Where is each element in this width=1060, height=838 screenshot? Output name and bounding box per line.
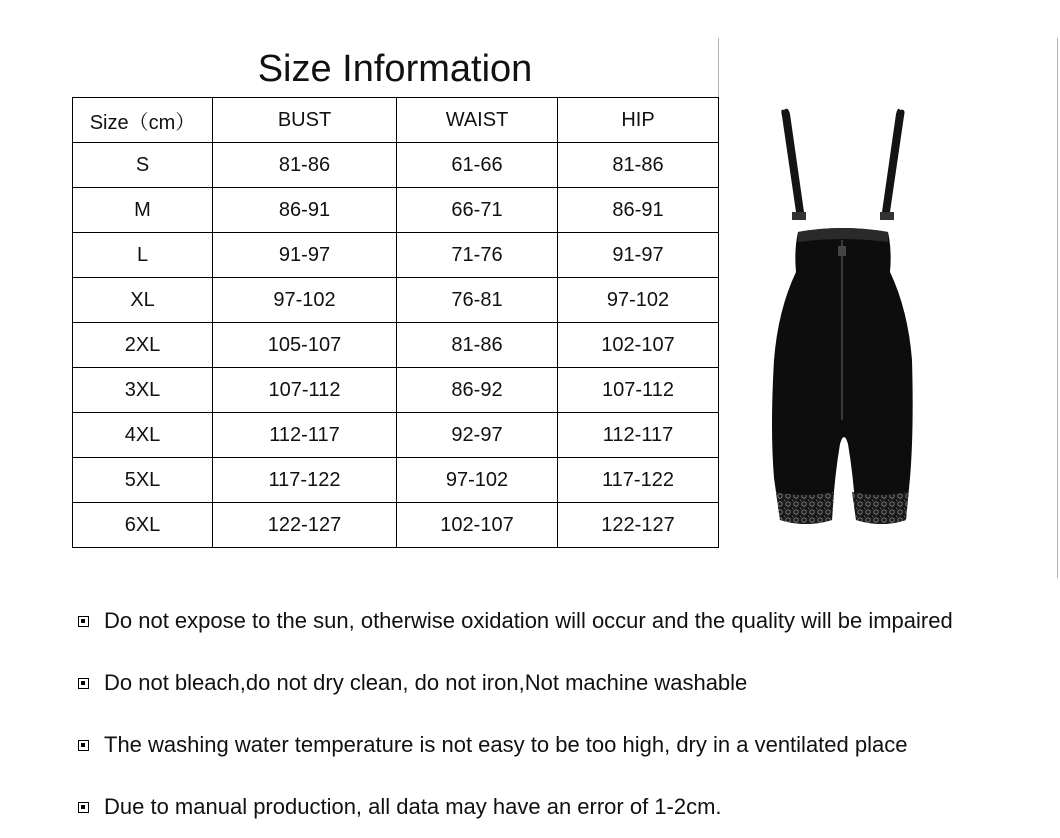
waist-cell: 81-86 [397,323,558,368]
square-bullet-icon [78,678,89,689]
size-cell: 6XL [73,503,213,548]
hip-cell: 107-112 [558,368,719,413]
size-cell: M [73,188,213,233]
hip-cell: 81-86 [558,143,719,188]
hip-cell: 86-91 [558,188,719,233]
waist-cell: 97-102 [397,458,558,503]
square-bullet-icon [78,740,89,751]
page-title: Size Information [257,48,533,90]
size-cell: 3XL [73,368,213,413]
care-notes [78,590,1053,838]
note-text: Do not expose to the sun, otherwise oxidation will occur and the quality will be impaired [104,608,953,633]
table-row [73,413,719,458]
note-item [78,590,1053,652]
hip-cell: 102-107 [558,323,719,368]
bust-cell: 107-112 [213,368,397,413]
bust-cell: 105-107 [213,323,397,368]
hip-cell: 112-117 [558,413,719,458]
waist-cell: 66-71 [397,188,558,233]
bust-cell: 117-122 [213,458,397,503]
table-row [73,233,719,278]
table-header-row [73,98,719,143]
size-cell: XL [73,278,213,323]
header-size: Size（cm） [73,98,213,143]
table-row [73,503,719,548]
bust-cell: 97-102 [213,278,397,323]
note-text: The washing water temperature is not easy to be too high, dry in a ventilated place [104,732,908,757]
bust-cell: 86-91 [213,188,397,233]
hip-cell: 91-97 [558,233,719,278]
note-item [78,776,1053,838]
bust-cell: 122-127 [213,503,397,548]
size-cell: 4XL [73,413,213,458]
divider-line-right [1057,38,1058,578]
waist-cell: 76-81 [397,278,558,323]
note-item [78,652,1053,714]
waist-cell: 71-76 [397,233,558,278]
divider-line [718,38,719,98]
table-row [73,278,719,323]
table-row [73,188,719,233]
table-row [73,368,719,413]
bust-cell: 81-86 [213,143,397,188]
hip-cell: 122-127 [558,503,719,548]
product-image [752,100,922,540]
waist-cell: 102-107 [397,503,558,548]
size-cell: S [73,143,213,188]
size-table [72,97,719,548]
shapewear-bodysuit-icon [752,100,922,540]
header-bust: BUST [213,98,397,143]
table-row [73,323,719,368]
square-bullet-icon [78,802,89,813]
waist-cell: 61-66 [397,143,558,188]
waist-cell: 92-97 [397,413,558,458]
header-hip: HIP [558,98,719,143]
header-waist: WAIST [397,98,558,143]
square-bullet-icon [78,616,89,627]
note-item [78,714,1053,776]
bust-cell: 112-117 [213,413,397,458]
table-row [73,143,719,188]
note-text: Do not bleach,do not dry clean, do not iron,Not machine washable [104,670,748,695]
size-cell: 2XL [73,323,213,368]
table-row [73,458,719,503]
note-text: Due to manual production, all data may have an error of 1-2cm. [104,794,722,819]
waist-cell: 86-92 [397,368,558,413]
size-cell: 5XL [73,458,213,503]
hip-cell: 97-102 [558,278,719,323]
bust-cell: 91-97 [213,233,397,278]
hip-cell: 117-122 [558,458,719,503]
size-cell: L [73,233,213,278]
